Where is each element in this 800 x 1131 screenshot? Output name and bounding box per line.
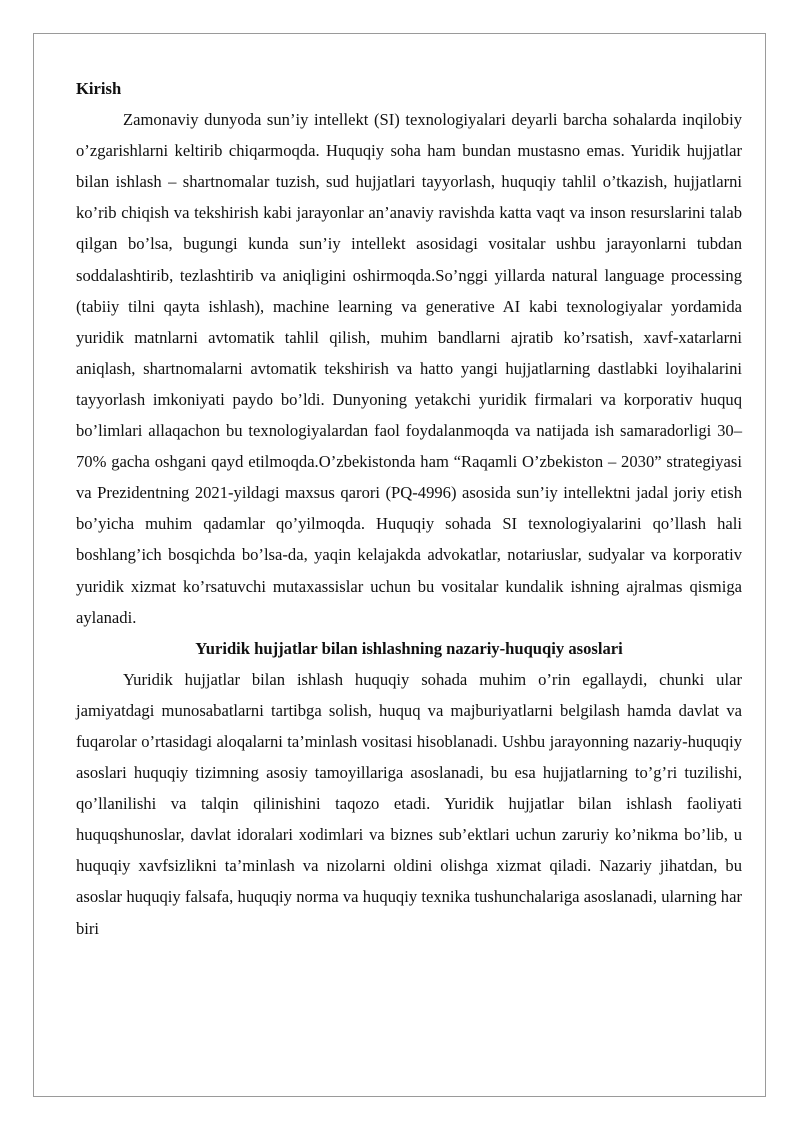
section-heading: Yuridik hujjatlar bilan ishlashning nazariy-huquqiy asoslari: [195, 638, 623, 658]
section-paragraph: Yuridik hujjatlar bilan ishlash huquqiy sohada muhim o’rin egallaydi, chunki ular jamiyatdagi munosabatlarni tartibga solish, huquq va majburiyatlarni belgilash hamda davlat va fuqarolar o’rtasidagi aloqalarni ta’minlash vositasi hisoblanadi. Ushbu jarayonning nazariy-huquqiy asoslari huquqiy tizimning asosiy tamoyillariga asoslanadi, bu esa hujjatlarning to’g’ri tuzilishi, qo’llanilishi va talqin qilinishini taqozo etadi. Yuridik hujjatlar bilan ishlash faoliyati huquqshunoslar, davlat idoralari xodimlari va biznes sub’ektlari uchun zaruriy ko’nikma bo’lib, u huquqiy xavfsizlikni ta’minlash va nizolarni oldini olishga xizmat qiladi. Nazariy jihatdan, bu asoslar huquqiy falsafa, huquqiy norma va huquqiy texnika tushunchalariga asoslanadi, ularning har biri: [76, 669, 742, 938]
intro-paragraph: Zamonaviy dunyoda sun’iy intellekt (SI) texnologiyalari deyarli barcha sohalarda inqilobiy o’zgarishlarni keltirib chiqarmoqda. Huquqiy soha ham bundan mustasno emas. Yuridik hujjatlar bilan ishlash – shartnomalar tuzish, sud hujjatlari tayyorlash, huquqiy tahlil o’tkazish, hujjatlarni ko’rib chiqish va tekshirish kabi jarayonlar an’anaviy ravishda katta vaqt va inson resurslarini talab qilgan bo’lsa, bugungi kunda sun’iy intellekt asosidagi vositalar ushbu jarayonlarni tubdan soddalashtirib, tezlashtirib va aniqligini oshirmoqda.So’nggi yillarda natural language processing (tabiiy tilni qayta ishlash), machine learning va generative AI kabi texnologiyalar yordamida yuridik matnlarni avtomatik tahlil qilish, muhim bandlarni ajratib ko’rsatish, xavf-xatarlarni aniqlash, shartnomalarni avtomatik tekshirish va hatto yangi hujjatlarning dastlabki loyihalarini tayyorlash imkoniyati paydo bo’ldi. Dunyoning yetakchi yuridik firmalari va korporativ huquq bo’limlari allaqachon bu texnologiyalardan faol foydalanmoqda va natijada ish samaradorligi 30–70% gacha oshgani qayd etilmoqda.O’zbekistonda ham “Raqamli O’zbekiston – 2030” strategiyasi va Prezidentning 2021-yildagi maxsus qarori (PQ-4996) asosida sun’iy intellektni jadal joriy etish bo’yicha muhim qadamlar qo’yilmoqda. Huquqiy sohada SI texnologiyalarini qo’llash hali boshlang’ich bosqichda bo’lsa-da, yaqin kelajakda advokatlar, notariuslar, sudyalar va korporativ yuridik xizmat ko’rsatuvchi mutaxassislar uchun bu vositalar kundalik ishning ajralmas qismiga aylanadi.: [76, 110, 742, 627]
document-body: [76, 73, 742, 944]
intro-heading: Kirish: [76, 79, 122, 98]
